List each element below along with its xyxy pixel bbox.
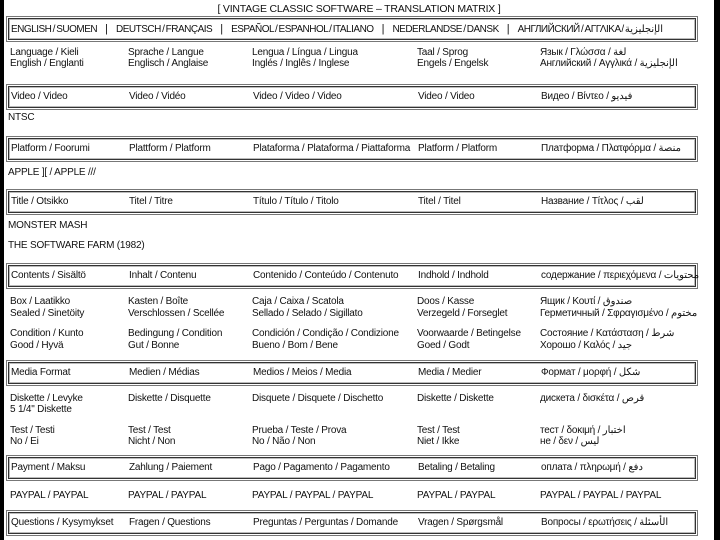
translation-cell: Inglés / Inglês / Inglese: [252, 58, 350, 69]
section-header-cell: Preguntas / Perguntas / Domande: [253, 517, 399, 528]
section-header-box: [8, 138, 696, 160]
page-title: [ VINTAGE CLASSIC SOFTWARE – TRANSLATION MATRIX ]: [217, 3, 501, 15]
section-header-cell: Pago / Pagamento / Pagamento: [253, 462, 390, 473]
section-value: MONSTER MASH: [8, 220, 88, 231]
section-header-cell: Title / Otsikko: [11, 196, 69, 207]
header-cell: NEDERLANDSE / DANSK: [392, 24, 499, 35]
translation-cell: Taal / Sprog: [417, 47, 468, 58]
translation-cell: 5 1/4" Diskette: [10, 404, 72, 415]
translation-cell: Состояние / Κατάσταση / شرط: [540, 328, 675, 339]
translation-cell: Doos / Kasse: [417, 296, 475, 307]
translation-cell: Ящик / Κουτί / صندوق: [540, 296, 633, 307]
translation-cell: Prueba / Teste / Prova: [252, 425, 347, 436]
translation-cell: Engels / Engelsk: [417, 58, 489, 69]
section-header-cell: Plataforma / Plataforma / Piattaforma: [253, 143, 411, 154]
header-cell: АНГЛИЙСКИЙ / ΑΓΓΛΙΚΑ / الإنجليزية: [517, 24, 664, 35]
column-separator: |: [381, 23, 385, 35]
section-header-cell: Вопросы / ερωτήσεις / الأسئلة: [541, 517, 669, 528]
section-header-cell: Vragen / Spørgsmål: [418, 517, 503, 528]
section-header-cell: Zahlung / Paiement: [129, 462, 213, 473]
section-header-cell: содержание / περιεχόμενα / محتويات: [541, 270, 700, 281]
translation-cell: не / δεν / ليس: [540, 436, 600, 447]
translation-cell: Test / Test: [417, 425, 460, 436]
section-header-cell: Видео / Βίντεο / فيديو: [541, 91, 633, 102]
translation-cell: Good / Hyvä: [10, 340, 64, 351]
section-header-cell: Medien / Médias: [129, 367, 200, 378]
section-header-cell: Titel / Titre: [129, 196, 173, 207]
translation-cell: Bueno / Bom / Bene: [252, 340, 338, 351]
translation-cell: Sellado / Selado / Sigillato: [252, 308, 363, 319]
translation-cell: Diskette / Levyke: [10, 393, 83, 404]
section-value: NTSC: [8, 112, 35, 123]
section-header-cell: Plattform / Platform: [129, 143, 211, 154]
column-separator: |: [105, 23, 108, 35]
translation-cell: PAYPAL / PAYPAL: [128, 490, 207, 501]
header-row: [11, 23, 663, 35]
translation-cell: PAYPAL / PAYPAL: [417, 490, 496, 501]
section-header-cell: Video / Vidéo: [129, 91, 186, 102]
section-header-cell: Platform / Foorumi: [11, 143, 90, 154]
section-header-cell: Titel / Titel: [418, 196, 461, 207]
section-header-cell: Questions / Kysymykset: [11, 517, 114, 528]
section-header-cell: Формат / μορφή / شكل: [541, 367, 641, 378]
translation-cell: Condition / Kunto: [10, 328, 84, 339]
section-header-box: [8, 362, 696, 384]
section-header-cell: Inhalt / Contenu: [129, 270, 197, 281]
translation-cell: Verzegeld / Forseglet: [417, 308, 508, 319]
translation-cell: No / Ei: [10, 436, 39, 447]
section-header-cell: Video / Video / Video: [253, 91, 342, 102]
section-header-box: [8, 191, 696, 213]
translation-cell: Caja / Caixa / Scatola: [252, 296, 344, 307]
section-value: APPLE ][ / APPLE ///: [8, 167, 96, 178]
translation-cell: Box / Laatikko: [10, 296, 71, 307]
translation-matrix-page: [4, 0, 714, 540]
section-header-box: [8, 457, 696, 479]
section-header-cell: Fragen / Questions: [129, 517, 211, 528]
translation-cell: Gut / Bonne: [128, 340, 180, 351]
section-header-cell: Video / Video: [418, 91, 475, 102]
translation-cell: Sealed / Sinetöity: [10, 308, 85, 319]
translation-cell: Test / Testi: [10, 425, 55, 436]
translation-cell: No / Não / Non: [252, 436, 316, 447]
translation-cell: тест / δοκιμή / اختبار: [540, 425, 626, 436]
translation-cell: Язык / Γλώσσα / لغة: [540, 47, 627, 58]
header-cell: DEUTSCH / FRANÇAIS: [116, 24, 213, 35]
section-header-cell: Medios / Meios / Media: [253, 367, 352, 378]
translation-cell: Lengua / Língua / Lingua: [252, 47, 358, 58]
section-header-cell: Платформа / Πλατφόρμα / منصة: [541, 143, 681, 154]
translation-cell: PAYPAL / PAYPAL / PAYPAL: [252, 490, 374, 501]
section-header-box: [8, 86, 696, 108]
column-separator: |: [220, 23, 224, 35]
section-header-cell: Contenido / Conteúdo / Contenuto: [253, 270, 399, 281]
section-value: THE SOFTWARE FARM (1982): [8, 240, 145, 251]
section-header-cell: Media / Medier: [418, 367, 482, 378]
translation-cell: Goed / Godt: [417, 340, 470, 351]
header-box: [8, 18, 696, 40]
translation-cell: Niet / Ikke: [417, 436, 460, 447]
section-header-cell: оплата / πληρωμή / دفع: [541, 462, 643, 473]
translation-cell: Disquete / Disquete / Dischetto: [252, 393, 384, 404]
section-header-cell: Contents / Sisältö: [11, 270, 86, 281]
section-header-cell: Título / Título / Titolo: [253, 196, 339, 207]
header-cell: ENGLISH / SUOMEN: [11, 24, 98, 35]
section-header-cell: Название / Τίτλος / لقب: [541, 196, 644, 207]
translation-cell: Test / Test: [128, 425, 171, 436]
translation-cell: Герметичный / Σφραγισμένο / مختوم: [540, 308, 698, 319]
translation-cell: Verschlossen / Scellée: [128, 308, 225, 319]
column-separator: |: [506, 23, 510, 35]
translation-cell: Voorwaarde / Betingelse: [417, 328, 521, 339]
translation-cell: Condición / Condição / Condizione: [252, 328, 399, 339]
translation-cell: Diskette / Diskette: [417, 393, 494, 404]
section-header-cell: Betaling / Betaling: [418, 462, 495, 473]
section-header-box: [8, 512, 696, 534]
translation-cell: Английский / Αγγλικά / الإنجليزية: [540, 58, 678, 69]
translation-cell: Bedingung / Condition: [128, 328, 223, 339]
header-cell: ESPAÑOL / ESPANHOL / ITALIANO: [231, 24, 374, 35]
translation-cell: Kasten / Boîte: [128, 296, 189, 307]
translation-cell: Nicht / Non: [128, 436, 176, 447]
section-header-cell: Platform / Platform: [418, 143, 497, 154]
section-header-cell: Payment / Maksu: [11, 462, 86, 473]
translation-cell: Language / Kieli: [10, 47, 79, 58]
translation-cell: English / Englanti: [10, 58, 84, 69]
translation-cell: Хорошо / Καλός / جيد: [540, 340, 633, 351]
translation-cell: PAYPAL / PAYPAL / PAYPAL: [540, 490, 662, 501]
section-header-cell: Indhold / Indhold: [418, 270, 489, 281]
translation-cell: PAYPAL / PAYPAL: [10, 490, 89, 501]
section-header-cell: Media Format: [11, 367, 71, 378]
translation-cell: Sprache / Langue: [128, 47, 204, 58]
translation-cell: Englisch / Anglaise: [128, 58, 209, 69]
section-header-cell: Video / Video: [11, 91, 68, 102]
section-header-box: [8, 265, 700, 287]
translation-cell: Diskette / Disquette: [128, 393, 211, 404]
translation-cell: дискета / δισκέτα / قرص: [540, 393, 645, 404]
